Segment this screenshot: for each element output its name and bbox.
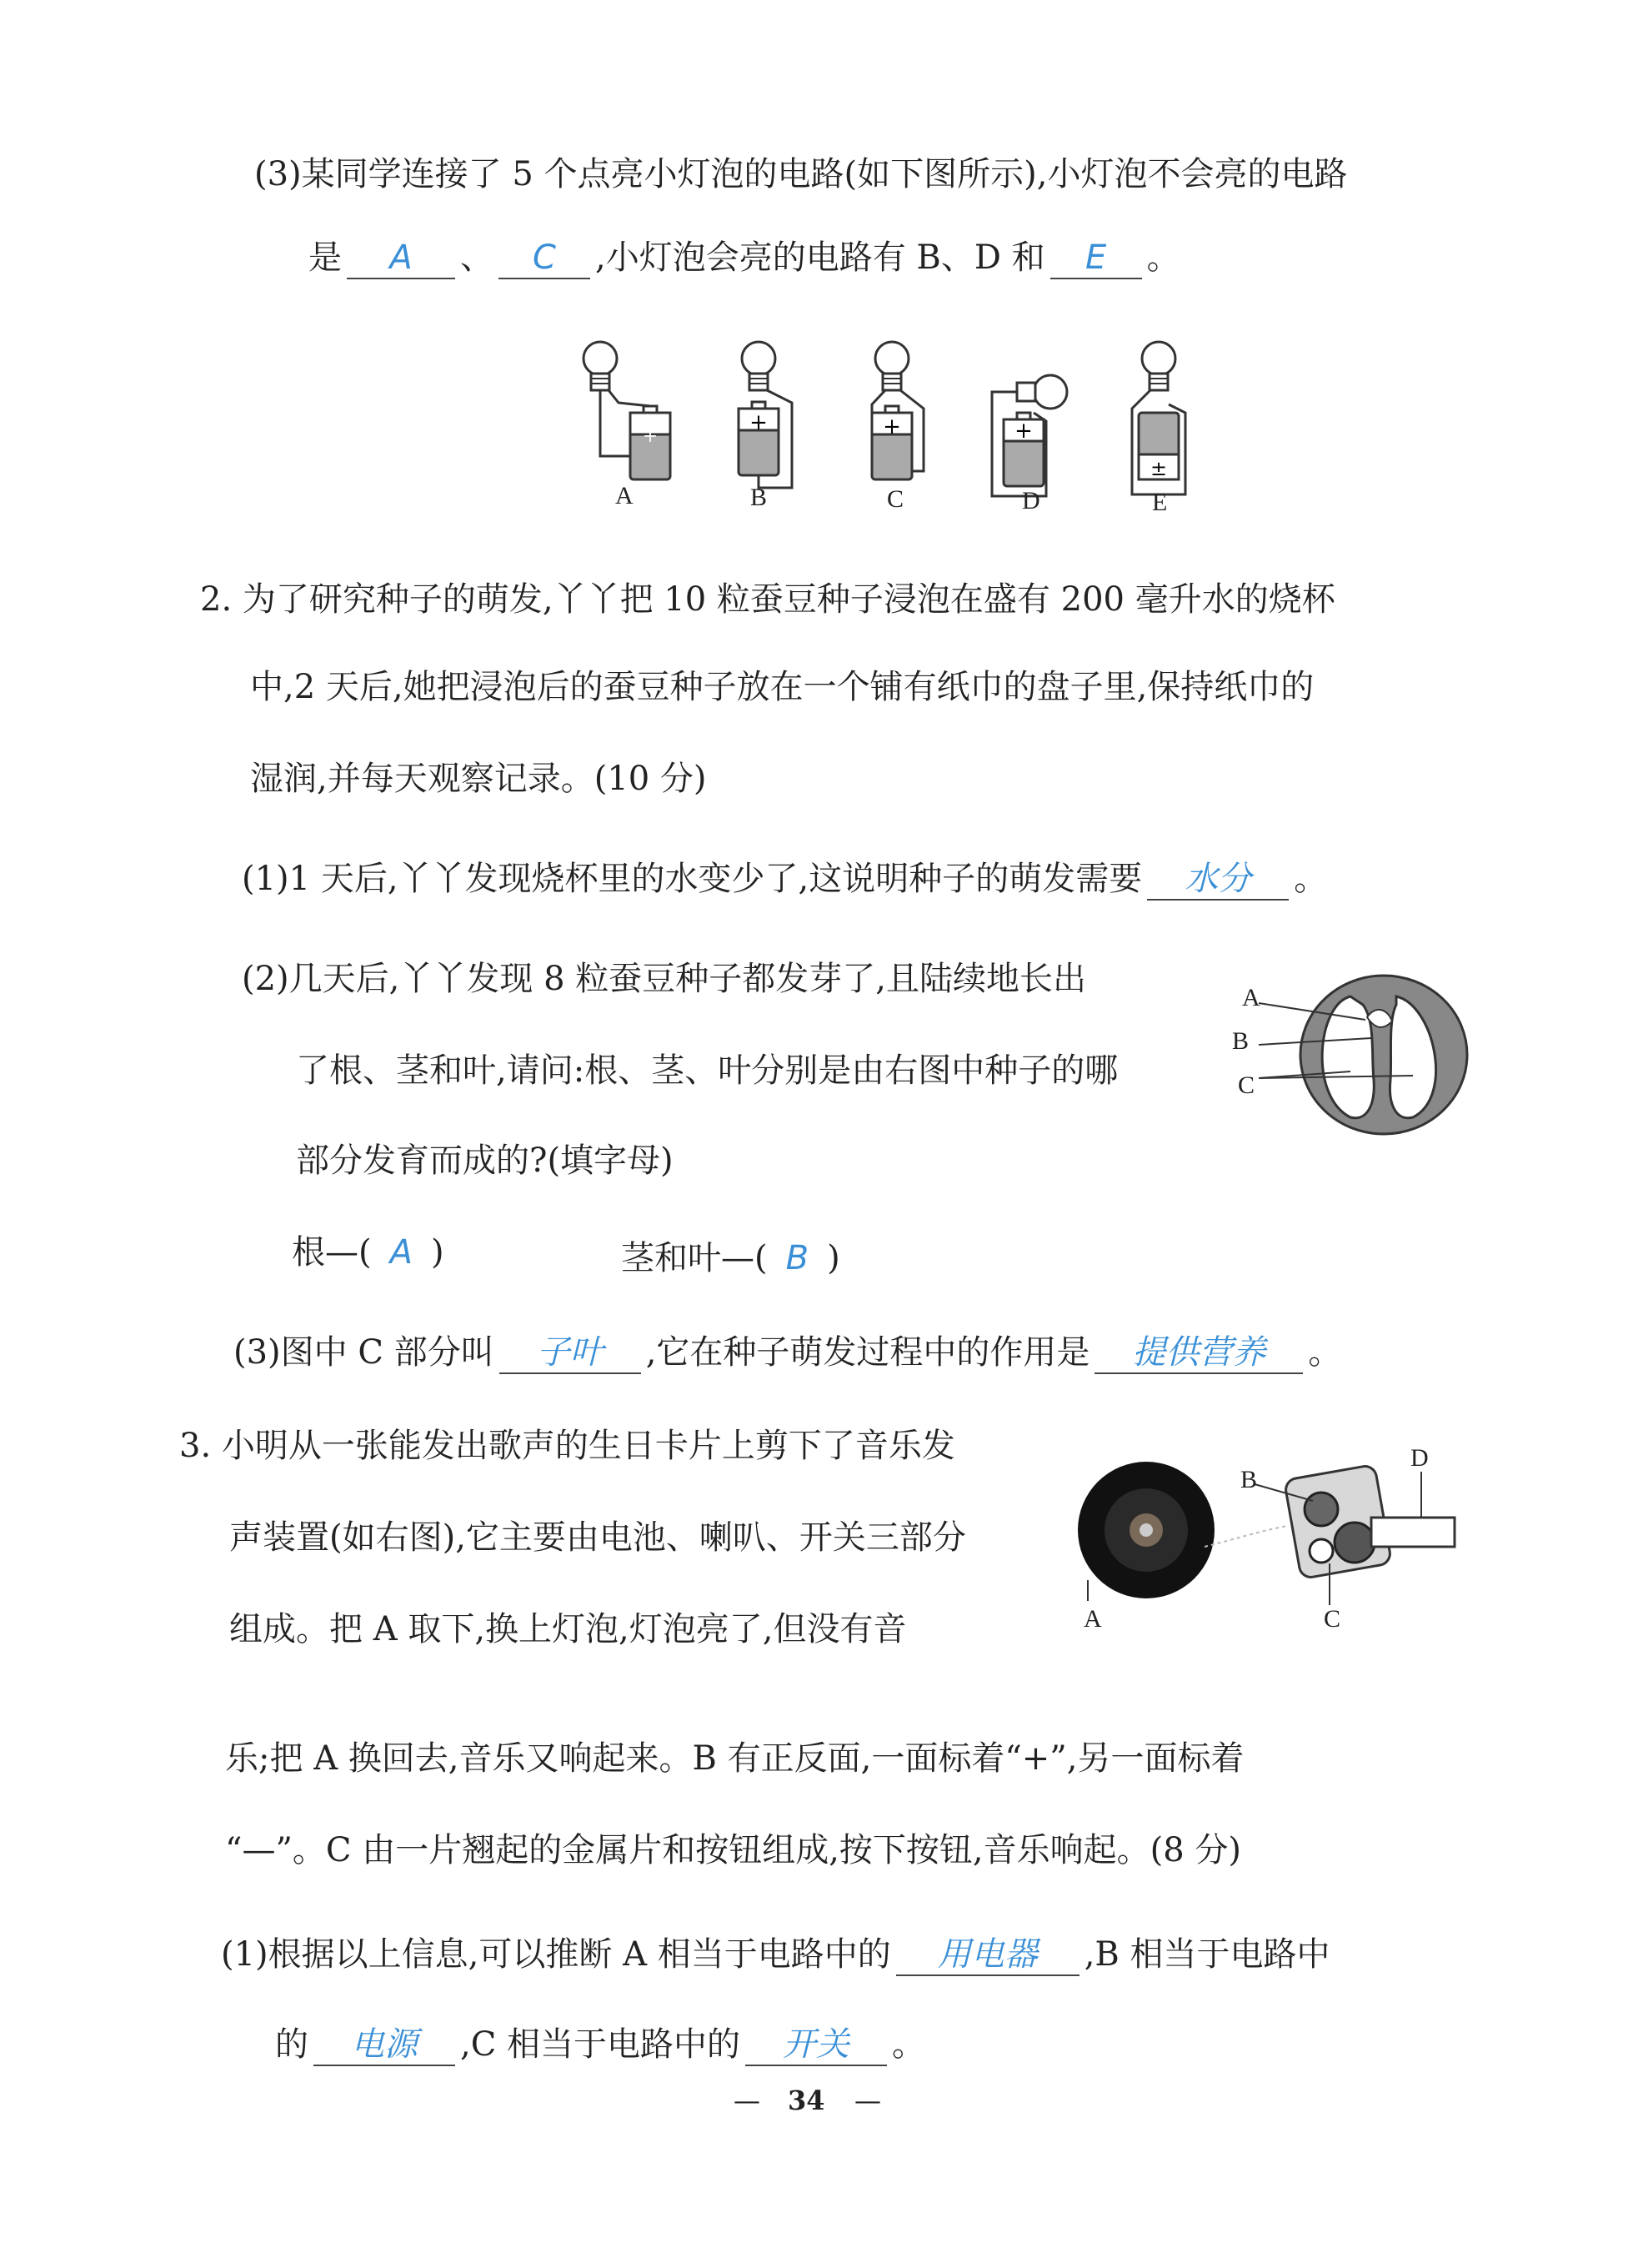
- q3-sub1-pre: (1)根据以上信息,可以推断 A 相当于电路中的: [221, 1935, 891, 1974]
- device-label-d: D: [1410, 1444, 1429, 1472]
- q2-sub2-line3: 部分发育而成的?(填字母): [296, 1142, 674, 1180]
- answer-blank-water: 水分: [1147, 859, 1289, 901]
- answer-blank-appliance: 用电器: [896, 1934, 1079, 1976]
- stem-prefix: 茎和叶—(: [621, 1239, 768, 1277]
- root-answer: A: [389, 1233, 413, 1272]
- circuit-label-b: B: [750, 484, 768, 511]
- root-end: ): [430, 1233, 444, 1272]
- circuit-label-d: D: [1022, 487, 1040, 514]
- stem-answer: B: [785, 1239, 809, 1277]
- svg-text:+: +: [642, 426, 659, 447]
- q3-line5: “—”。C 由一片翘起的金属片和按钮组成,按下按钮,音乐响起。(8 分): [225, 1831, 1242, 1869]
- answer-blank-2: C: [498, 238, 590, 279]
- q1-3-line2-pre: 是: [308, 238, 342, 277]
- page-dash-right: —: [854, 2085, 881, 2116]
- q3-sub1b-pre: 的: [275, 2025, 308, 2064]
- q2-sub1-text: (1)1 天后,丫丫发现烧杯里的水变少了,这说明种子的萌发需要: [242, 860, 1143, 898]
- answer-blank-power: 电源: [313, 2025, 455, 2066]
- q3-line1: 3. 小明从一张能发出歌声的生日卡片上剪下了音乐发: [179, 1427, 955, 1465]
- circuit-label-a: A: [615, 482, 634, 509]
- q3-sub1-line2: [275, 2025, 925, 2066]
- device-label-a: A: [1084, 1605, 1102, 1633]
- q1-3-line2: [308, 238, 1180, 279]
- q2-sub3-mid: ,它在种子萌发过程中的作用是: [645, 1333, 1090, 1372]
- circuit-label-c: C: [887, 485, 904, 513]
- q3-line3: 组成。把 A 取下,换上灯泡,灯泡亮了,但没有音: [229, 1610, 907, 1648]
- answer-blank-nutrition: 提供营养: [1094, 1332, 1303, 1374]
- q1-3-line2-end: 。: [1146, 238, 1180, 277]
- circuit-label-e: E: [1152, 489, 1168, 516]
- q3-sub1b-mid: ,C 相当于电路中的: [460, 2025, 741, 2064]
- q2-sub2-line1: (2)几天后,丫丫发现 8 粒蚕豆种子都发芽了,且陆续地长出: [242, 960, 1086, 998]
- q1-3-line1: (3)某同学连接了 5 个点亮小灯泡的电路(如下图所示),小灯泡不会亮的电路: [254, 155, 1348, 193]
- stem-end: ): [827, 1239, 840, 1277]
- circuit-a: [584, 342, 670, 479]
- circuits-figure: [567, 329, 1200, 521]
- device-label-b: B: [1240, 1466, 1258, 1493]
- q2-root-answer: [292, 1232, 444, 1272]
- q3-line4: 乐;把 A 换回去,音乐又响起来。B 有正反面,一面标着“+”,另一面标着: [225, 1739, 1245, 1778]
- seed-label-c: C: [1238, 1071, 1255, 1099]
- svg-text:+: +: [749, 410, 768, 435]
- q2-sub2-line2: 了根、茎和叶,请问:根、茎、叶分别是由右图中种子的哪: [296, 1051, 1119, 1090]
- answer-blank-3: E: [1050, 238, 1142, 279]
- page-dash-left: —: [734, 2085, 760, 2116]
- device-label-c: C: [1324, 1605, 1341, 1633]
- q1-3-sep: 、: [460, 238, 493, 277]
- q3-sub1b-end: 。: [892, 2025, 926, 2064]
- circuit-b: [739, 342, 792, 488]
- circuit-e: [1132, 342, 1185, 494]
- answer-blank-switch: 开关: [745, 2025, 887, 2066]
- q2-line1: 2. 为了研究种子的萌发,丫丫把 10 粒蚕豆种子浸泡在盛有 200 毫升水的烧杯: [200, 580, 1335, 619]
- answer-blank-cotyledon: 子叶: [499, 1332, 641, 1374]
- q1-3-line2-mid: ,小灯泡会亮的电路有 B、D 和: [595, 238, 1045, 277]
- answer-blank-1: A: [347, 238, 455, 279]
- circuit-c: [872, 342, 924, 479]
- q2-sub3-end: 。: [1308, 1333, 1342, 1372]
- circuit-d: [992, 375, 1067, 496]
- q2-sub3-pre: (3)图中 C 部分叫: [233, 1333, 494, 1372]
- q2-line3: 湿润,并每天观察记录。(10 分): [250, 760, 707, 798]
- seed-label-a: A: [1242, 984, 1260, 1011]
- svg-text:+: +: [1014, 419, 1033, 444]
- page-number: 34: [788, 2085, 825, 2116]
- q3-sub1-mid: ,B 相当于电路中: [1084, 1935, 1330, 1974]
- seed-figure: [1225, 971, 1475, 1147]
- q2-sub1-end: 。: [1294, 860, 1328, 898]
- q2-sub1: [242, 859, 1327, 901]
- q3-sub1-line1: [221, 1934, 1330, 1976]
- q2-line2: 中,2 天后,她把浸泡后的蚕豆种子放在一个铺有纸巾的盘子里,保持纸巾的: [250, 668, 1315, 706]
- svg-text:+: +: [883, 414, 901, 439]
- svg-text:±: ±: [1150, 457, 1168, 480]
- q3-line2: 声装置(如右图),它主要由电池、喇叭、开关三部分: [229, 1518, 966, 1557]
- root-prefix: 根—(: [292, 1233, 372, 1272]
- q2-stem-answer: [621, 1238, 840, 1278]
- seed-label-b: B: [1232, 1027, 1250, 1055]
- q2-sub3: [233, 1332, 1341, 1374]
- music-device-figure: [1071, 1438, 1463, 1638]
